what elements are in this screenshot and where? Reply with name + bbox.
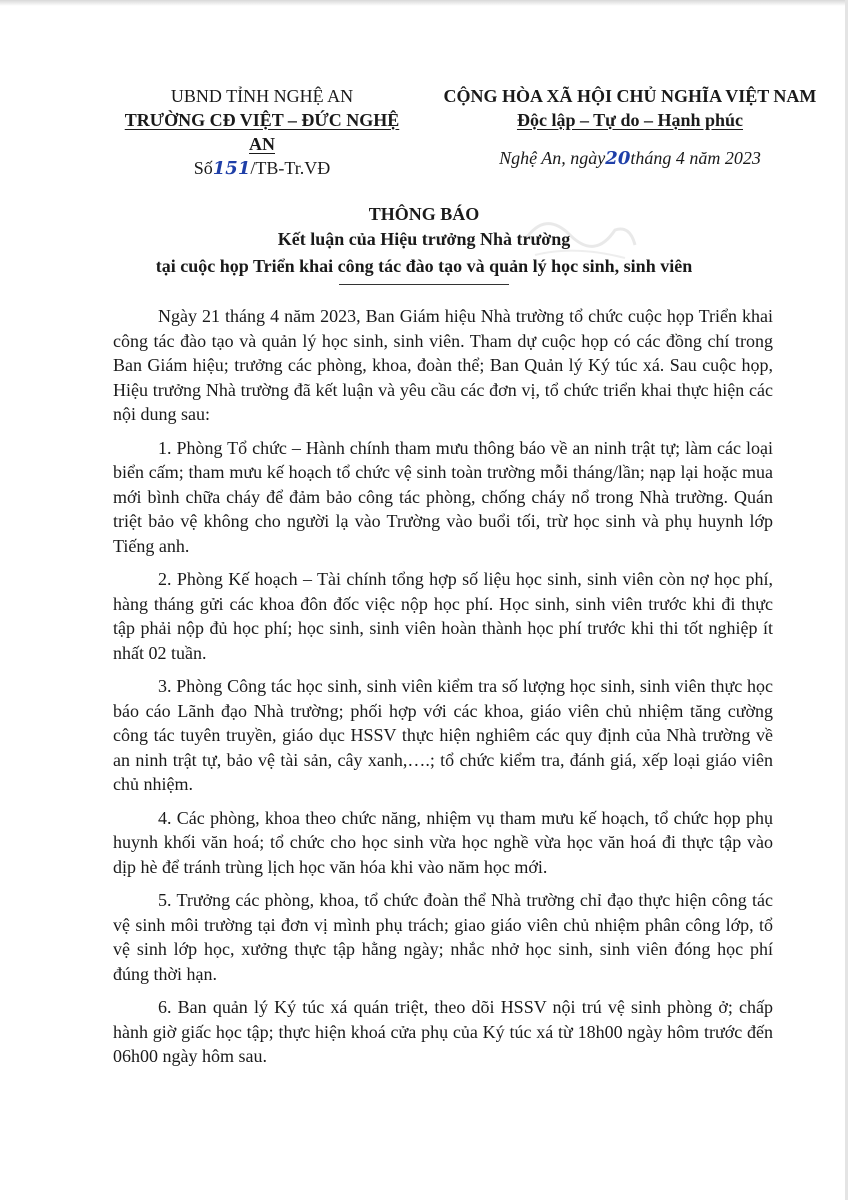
item-paragraph-3: 3. Phòng Công tác học sinh, sinh viên kiểm tra số lượng học sinh, sinh viên thực học báo cáo Lãnh đạo Nhà trường; phối hợp với các khoa, giáo viên chủ nhiệm tăng cường công tác tuyên truyền, giáo dục HSSV thực hiện nghiêm các quy định của Nhà trường về an ninh trật tự, bảo vệ tài sản, cây xanh,….; tổ chức kiểm tra, đánh giá, xếp loại giáo viên chủ nhiệm. [113, 676, 773, 794]
item-paragraph-6: 6. Ban quản lý Ký túc xá quán triệt, theo dõi HSSV nội trú vệ sinh phòng ở; chấp hành giờ giấc học tập; thực hiện khoá cửa phụ của Ký túc xá từ 18h00 ngày hôm trước đến 06h00 ngày hôm sau. [113, 997, 773, 1066]
intro-paragraph: Ngày 21 tháng 4 năm 2023, Ban Giám hiệu Nhà trường tổ chức cuộc họp Triển khai công tác đào tạo và quản lý học sinh, sinh viên. Tham dự cuộc họp có các đồng chí trong Ban Giám hiệu; trưởng các phòng, khoa, đoàn thể; Ban Quản lý Ký túc xá. Sau cuộc họp, Hiệu trưởng Nhà trường đã kết luận và yêu cầu các đơn vị, tổ chức triển khai thực hiện các nội dung sau: [113, 306, 773, 424]
number-suffix: /TB-Tr.VĐ [250, 158, 331, 178]
issuer-block [112, 84, 412, 181]
date-prefix: Nghệ An, ngày [499, 148, 606, 168]
authority-name: UBND TỈNH NGHỆ AN [170, 86, 354, 106]
school-name-text: TRƯỜNG CĐ VIỆT – ĐỨC NGHỆ AN [124, 110, 400, 154]
national-heading [420, 84, 840, 132]
item-paragraph-1: 1. Phòng Tổ chức – Hành chính tham mưu thông báo về an ninh trật tự; làm các loại biển cấm; tham mưu kế hoạch tổ chức vệ sinh toàn trường mỗi tháng/lần; nạp lại hoặc mua mới bình chữa cháy để đảm bảo công tác phòng, chống cháy nổ trong Nhà trường. Quán triệt bảo vệ không cho người lạ vào Trường vào buổi tối, trừ học sinh và phụ huynh lớp Tiếng anh. [113, 437, 773, 556]
scan-edge-top [0, 0, 848, 6]
document-number [112, 156, 412, 181]
nation-name: CỘNG HÒA XÃ HỘI CHỦ NGHĨA VIỆT NAM [443, 86, 817, 106]
motto-text: Độc lập – Tự do – Hạnh phúc [516, 110, 744, 130]
document-title: THÔNG BÁO [368, 204, 480, 224]
document-body [113, 304, 773, 1078]
number-prefix: Số [193, 158, 213, 178]
date-line [420, 148, 840, 169]
title-line-2: tại cuộc họp Triển khai công tác đào tạo và quản lý học sinh, sinh viên [155, 256, 693, 276]
number-handwritten: 151 [212, 158, 251, 179]
item-paragraph-5: 5. Trưởng các phòng, khoa, tổ chức đoàn thể Nhà trường chỉ đạo thực hiện công tác vệ sinh môi trường tại đơn vị mình phụ trách; giao giáo viên chủ nhiệm phân công lớp, tổ vệ sinh lớp học, xưởng thực tập hằng ngày; nhắc nhở học sinh, sinh viên đóng học phí đúng thời hạn. [113, 890, 773, 984]
motto [420, 108, 840, 132]
school-name [112, 108, 412, 156]
date-suffix: tháng 4 năm 2023 [630, 148, 761, 168]
title-underline [339, 284, 509, 285]
item-paragraph-4: 4. Các phòng, khoa theo chức năng, nhiệm vụ tham mưu kế hoạch, tổ chức họp phụ huynh khối văn hoá; tổ chức cho học sinh vừa học nghề vừa học văn hoá đi thực tập vào dịp hè để tránh trùng lịch học văn hóa khi vào năm học mới. [113, 807, 773, 877]
title-line-1: Kết luận của Hiệu trưởng Nhà trường [277, 229, 571, 249]
date-handwritten: 20 [605, 148, 631, 169]
item-paragraph-2: 2. Phòng Kế hoạch – Tài chính tổng hợp số liệu học sinh, sinh viên còn nợ học phí, hàng tháng gửi các khoa đôn đốc việc nộp học phí. Học sinh, sinh viên trước khi đi thực tập phải nộp đủ học phí; học sinh, sinh viên hoàn thành học phí trước khi thi tốt nghiệp ít nhất 02 tuần. [113, 569, 773, 663]
title-block [0, 202, 848, 285]
